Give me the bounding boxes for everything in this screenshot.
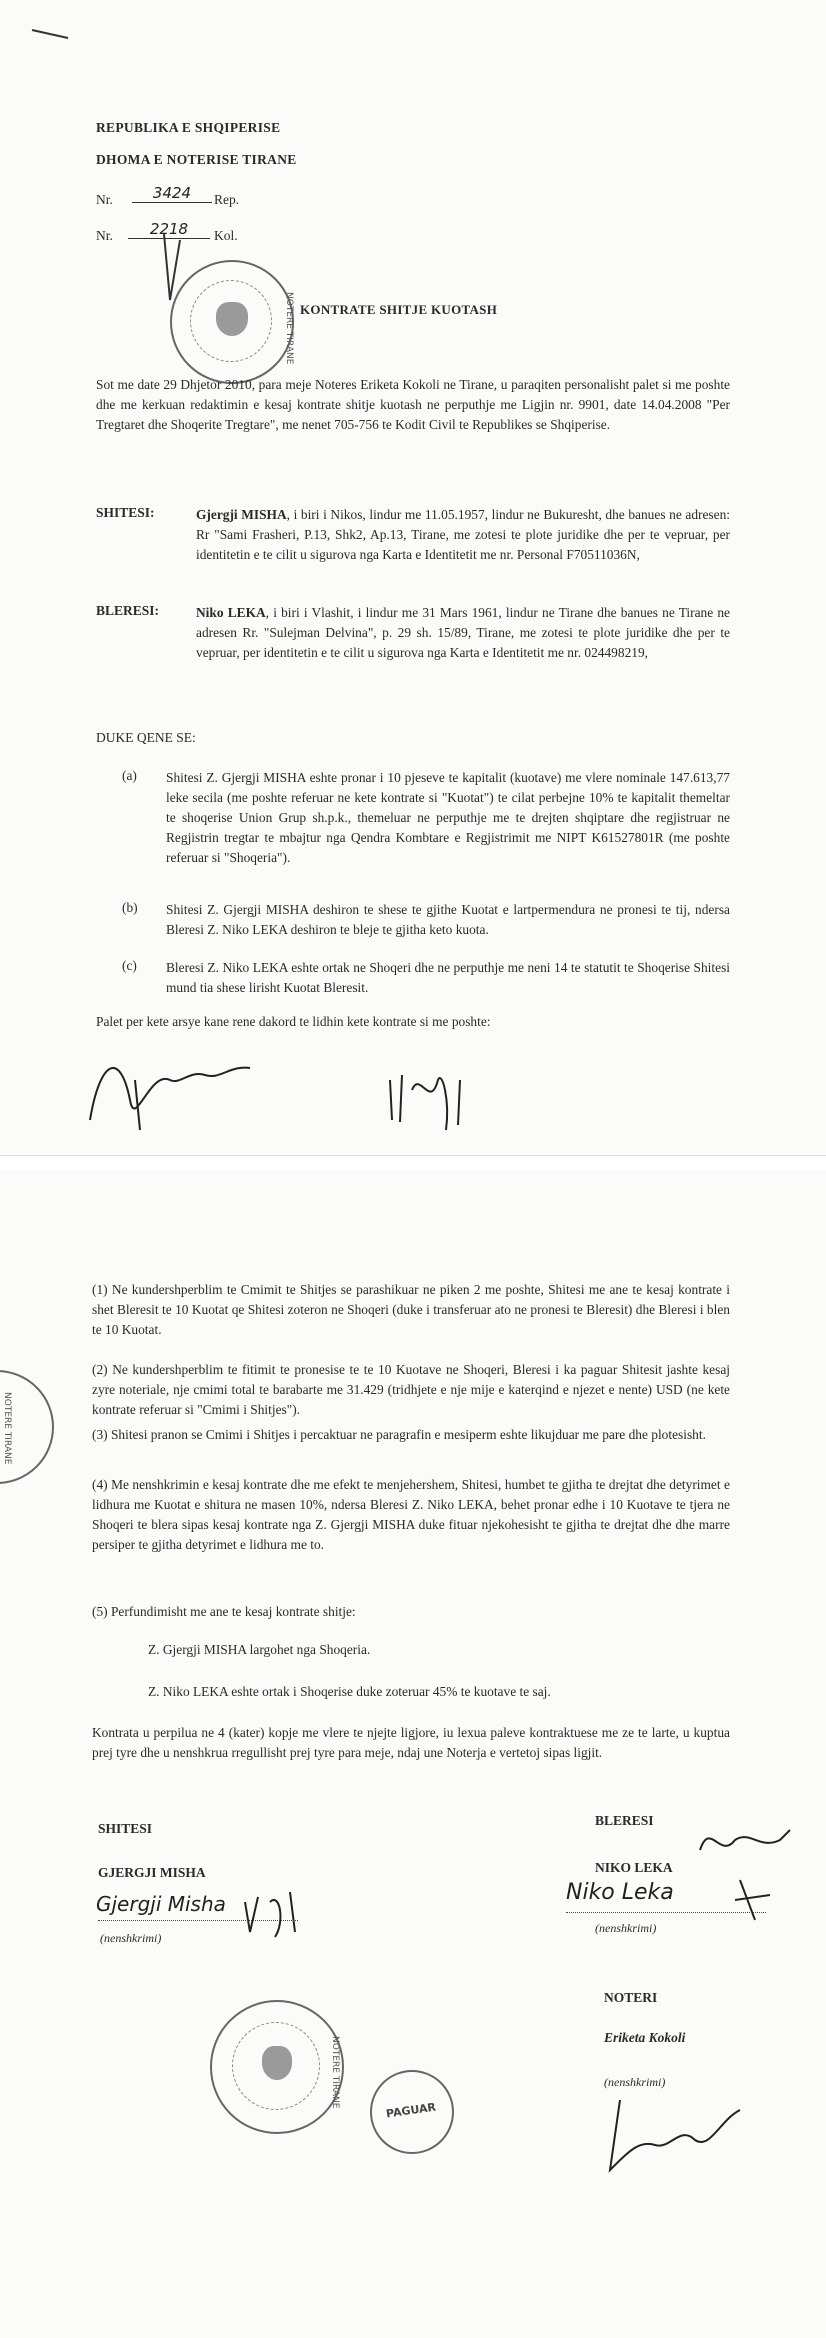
paguar-stamp-icon: PAGUAR [370,2070,454,2154]
recital-b-letter: (b) [122,900,138,915]
page-separator [0,1155,826,1171]
bleresi-signature-icon [730,1875,780,1925]
scan-mark [30,20,70,40]
noteri-label: NOTERI [604,1990,658,2005]
buyer-label: BLERESI: [96,603,160,618]
clause-3: (3) Shitesi pranon se Cmimi i Shitjes i percaktuar ne paragrafin e mesiperm eshte likujduar me pare dhe plotesisht. [92,1427,706,1442]
nr-rep-label: Nr. [96,192,113,207]
contract-page-2 [0,1170,826,2338]
recital-b-text: Shitesi Z. Gjergji MISHA deshiron te shese te gjithe Kuotat e lartpermendura ne pronesi te tij, ndersa Bleresi Z. Niko LEKA deshiron te bleje te gjitha keto kuota. [166,902,730,937]
recital-c-letter: (c) [122,958,137,973]
seller-name: Gjergji MISHA [196,507,287,522]
noteri-name: Eriketa Kokoli [604,2030,686,2045]
bleresi-sign-line [566,1912,766,1913]
bleresi-nenshkrimi: (nenshkrimi) [595,1921,657,1935]
notary-stamp-icon: NOTERE TIRANE [170,260,294,384]
seller-details: , i biri i Nikos, lindur me 11.05.1957, lindur ne Bukuresht, dhe banues ne adresen: Rr "Sami Frasheri, P.13, Shk2, Ap.13, Tirane, me zotesi te plote juridike dhe per te vepruar, per identitetin e te cilit u sigurova nga Karta e Identitetit me nr. Personal F70511036N, [196,507,730,562]
recital-a-letter: (a) [122,768,137,783]
clause-4: (4) Me nenshkrimin e kesaj kontrate dhe me efekt te menjehershem, Shitesi, humbet te gjitha te drejtat dhe detyrimet e lidhura me Kuotat e shitura ne masen 10%, ndersa Bleresi Z. Niko LEKA, behet pronar edhe i 10 Kuotave te tjera ne Shoqeri te blera sipas kesaj kontrate nga Z. Gjergji MISHA duke fituar njekohesisht te gjitha te drejtat dhe dhe marre persiper te gjitha detyrimet e lidhura me to. [92,1477,730,1552]
buyer-name: Niko LEKA [196,605,266,620]
shitesi-sign-line [98,1920,298,1921]
contract-title: KONTRATE SHITJE KUOTASH [300,302,498,317]
nr-kol-label: Nr. [96,228,113,243]
recital-c-text: Bleresi Z. Niko LEKA eshte ortak ne Shoqeri dhe ne perputhje me neni 14 te statutit te Shoqerise Shitesi mund tia shese lirisht Kuotat Bleresit. [166,960,730,995]
closing-line: Palet per kete arsye kane rene dakord te lidhin kete kontrate si me poshte: [96,1014,491,1029]
contract-page-1 [0,0,826,1155]
clause-1: (1) Ne kundershperblim te Cmimit te Shitjes se parashikuar ne piken 2 me poshte, Shitesi me ane te kesaj kontrate i shet Bleresit te 10 Kuotat qe Shitesi zoteron ne Shoqeri (duke i transferuar ato ne pronesi te Bleresit) dhe Bleresi i blen te 10 Kuotat. [92,1282,730,1337]
seller-signature-icon [80,1040,300,1140]
buyer-details: , i biri i Vlashit, i lindur me 31 Mars 1961, lindur ne Tirane dhe banues ne Tirane ne adresen Rr. "Sulejman Delvina", p. 29 sh. 15/89, Tirane, me zotesi te plote juridike dhe per te vepruar, per identitetin e te cilit u sigurova nga Karta e Identitetit me nr. 024498219, [196,605,730,660]
buyer-signature-icon [380,1050,520,1140]
side-stamp-icon: NOTERE TIRANE [0,1370,54,1484]
noteri-nenshkrimi: (nenshkrimi) [604,2075,666,2089]
bleresi-label: BLERESI [595,1813,654,1828]
seller-label: SHITESI: [96,505,155,520]
noteri-signature-icon [600,2090,750,2180]
bleresi-initials-icon [690,1810,800,1870]
closing-clause: Kontrata u perpilua ne 4 (kater) kopje me vlere te njejte ligjore, iu lexua paleve kontraktuese me ze te larte, u kuptua prej tyre dhe u nenshkrua rregullisht prej tyre para meje, ndaj une Noterja e vertetoj sipas ligjit. [92,1725,730,1760]
intro-paragraph: Sot me date 29 Dhjetor 2010, para meje Noteres Eriketa Kokoli ne Tirane, u paraqiten personalisht palet si me poshte dhe me kerkuan redaktimin e kesaj kontrate shitje kuotash ne perputhje me Ligjin nr. 9901, date 14.04.2008 "Per Tregtaret dhe Shoqerite Tregtare", me nenet 705-756 te Kodit Civil te Republikes se Shqiperise. [96,377,730,432]
clause-5a: Z. Gjergji MISHA largohet nga Shoqeria. [148,1642,371,1657]
seller-paragraph [196,505,730,565]
rep-label: Rep. [214,192,240,207]
rep-number: 3424 [132,184,212,203]
kol-label: Kol. [214,228,238,243]
shitesi-nenshkrimi: (nenshkrimi) [100,1931,162,1945]
header-republic: REPUBLIKA E SHQIPERISE [96,120,281,135]
notary-seal-icon: NOTERE TIRANE [210,2000,344,2134]
clause-5: (5) Perfundimisht me ane te kesaj kontrate shitje: [92,1604,356,1619]
clause-5b: Z. Niko LEKA eshte ortak i Shoqerise duke zoteruar 45% te kuotave te saj. [148,1684,551,1699]
bleresi-name: NIKO LEKA [595,1860,673,1875]
shitesi-signature-icon [240,1882,320,1942]
recitals-heading: DUKE QENE SE: [96,730,196,745]
clause-2: (2) Ne kundershperblim te fitimit te pronesise te te 10 Kuotave ne Shoqeri, Bleresi i ka paguar Shitesit jashte kesaj zyre noteriale, nje cmimi total te barabarte me 31.429 (tridhjete e nje mije e katerqind e njezet e nente) USD (ne kete kontrate referuar si "Cmimi i Shitjes"). [92,1362,730,1417]
shitesi-handwritten-name: Gjergji Misha [96,1892,226,1916]
shitesi-label: SHITESI [98,1821,153,1836]
recital-a-text: Shitesi Z. Gjergji MISHA eshte pronar i 10 pjeseve te kapitalit (kuotave) me vlere nominale 147.613,77 leke secila (me poshte referuar ne kete kontrate si "Kuotat") te cilat perbejne 10% te kapitalit themeltar te shoqerise Union Grup sh.p.k., themeluar ne perputhje me te drejten shqiptare dhe regjistruar ne Regjistrin tregtar te mbajtur nga Qendra Kombtare e Regjistrimit me NIPT K61527801R (me poshte referuar si "Shoqeria"). [166,770,730,865]
bleresi-handwritten-name: Niko Leka [566,1880,674,1905]
buyer-paragraph [196,603,730,663]
header-chamber: DHOMA E NOTERISE TIRANE [96,152,297,167]
kol-number: 2218 [128,220,210,239]
shitesi-name: GJERGJI MISHA [98,1865,206,1880]
